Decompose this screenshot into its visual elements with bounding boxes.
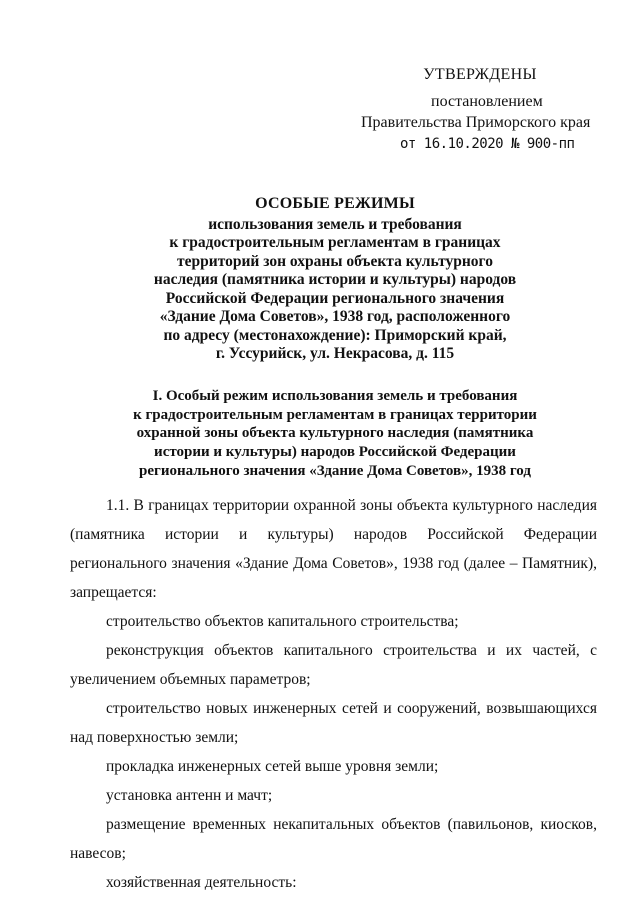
title-line: «Здание Дома Советов», 1938 год, расположенного <box>159 308 511 325</box>
paragraph-item: прокладка инженерных сетей выше уровня земли; <box>106 758 439 775</box>
approval-line-date-number: от 16.10.2020 № 900-пп <box>400 136 575 152</box>
title-line: территорий зон охраны объекта культурного <box>177 252 493 270</box>
paragraph-item: размещение временных некапитальных объектов (павильонов, киосков, навесов; <box>70 816 597 862</box>
approval-line-government: Правительства Приморского края <box>361 114 591 131</box>
paragraph-item: хозяйственная деятельность: <box>106 874 297 891</box>
title-line: Российской Федерации регионального значения <box>165 289 505 307</box>
section-heading-line: охранной зоны объекта культурного наследия (памятника <box>136 425 534 442</box>
section-heading-line: регионального значения «Здание Дома Советов», 1938 год <box>139 462 531 479</box>
title-line: к градостроительным регламентам в границах <box>169 234 501 251</box>
paragraph-1-1: 1.1. В границах территории охранной зоны объекта культурного наследия (памятника истории и культуры) народов Российской Федерации регионального значения «Здание Дома Советов», 1938 год (далее – Памятник), запрещается: <box>70 497 597 601</box>
section-heading-line: истории и культуры) народов Российской Федерации <box>154 444 516 461</box>
title-line: г. Уссурийск, ул. Некрасова, д. 115 <box>215 345 455 362</box>
paragraph-item: реконструкция объектов капитального строительства и их частей, с увеличением объемных параметров; <box>70 642 597 688</box>
document-body <box>70 491 597 897</box>
title-main: ОСОБЫЕ РЕЖИМЫ <box>255 195 415 212</box>
approval-line-decree: постановлением <box>431 93 543 110</box>
section-heading <box>100 387 570 481</box>
paragraph-item: строительство новых инженерных сетей и сооружений, возвышающихся над поверхностью земли; <box>70 700 597 746</box>
title-line: наследия (памятника истории и культуры) народов <box>153 271 517 288</box>
approval-heading: УТВЕРЖДЕНЫ <box>423 66 537 83</box>
section-heading-line: к градостроительным регламентам в границах территории <box>133 406 537 423</box>
paragraph-item: строительство объектов капитального строительства; <box>106 613 459 630</box>
document-title <box>110 195 560 364</box>
paragraph-item: установка антенн и мачт; <box>106 787 273 804</box>
section-heading-line: I. Особый режим использования земель и требования <box>152 388 518 404</box>
title-line: по адресу (местонахождение): Приморский край, <box>163 326 507 344</box>
title-line: использования земель и требования <box>208 215 462 233</box>
approval-stamp <box>355 64 595 155</box>
